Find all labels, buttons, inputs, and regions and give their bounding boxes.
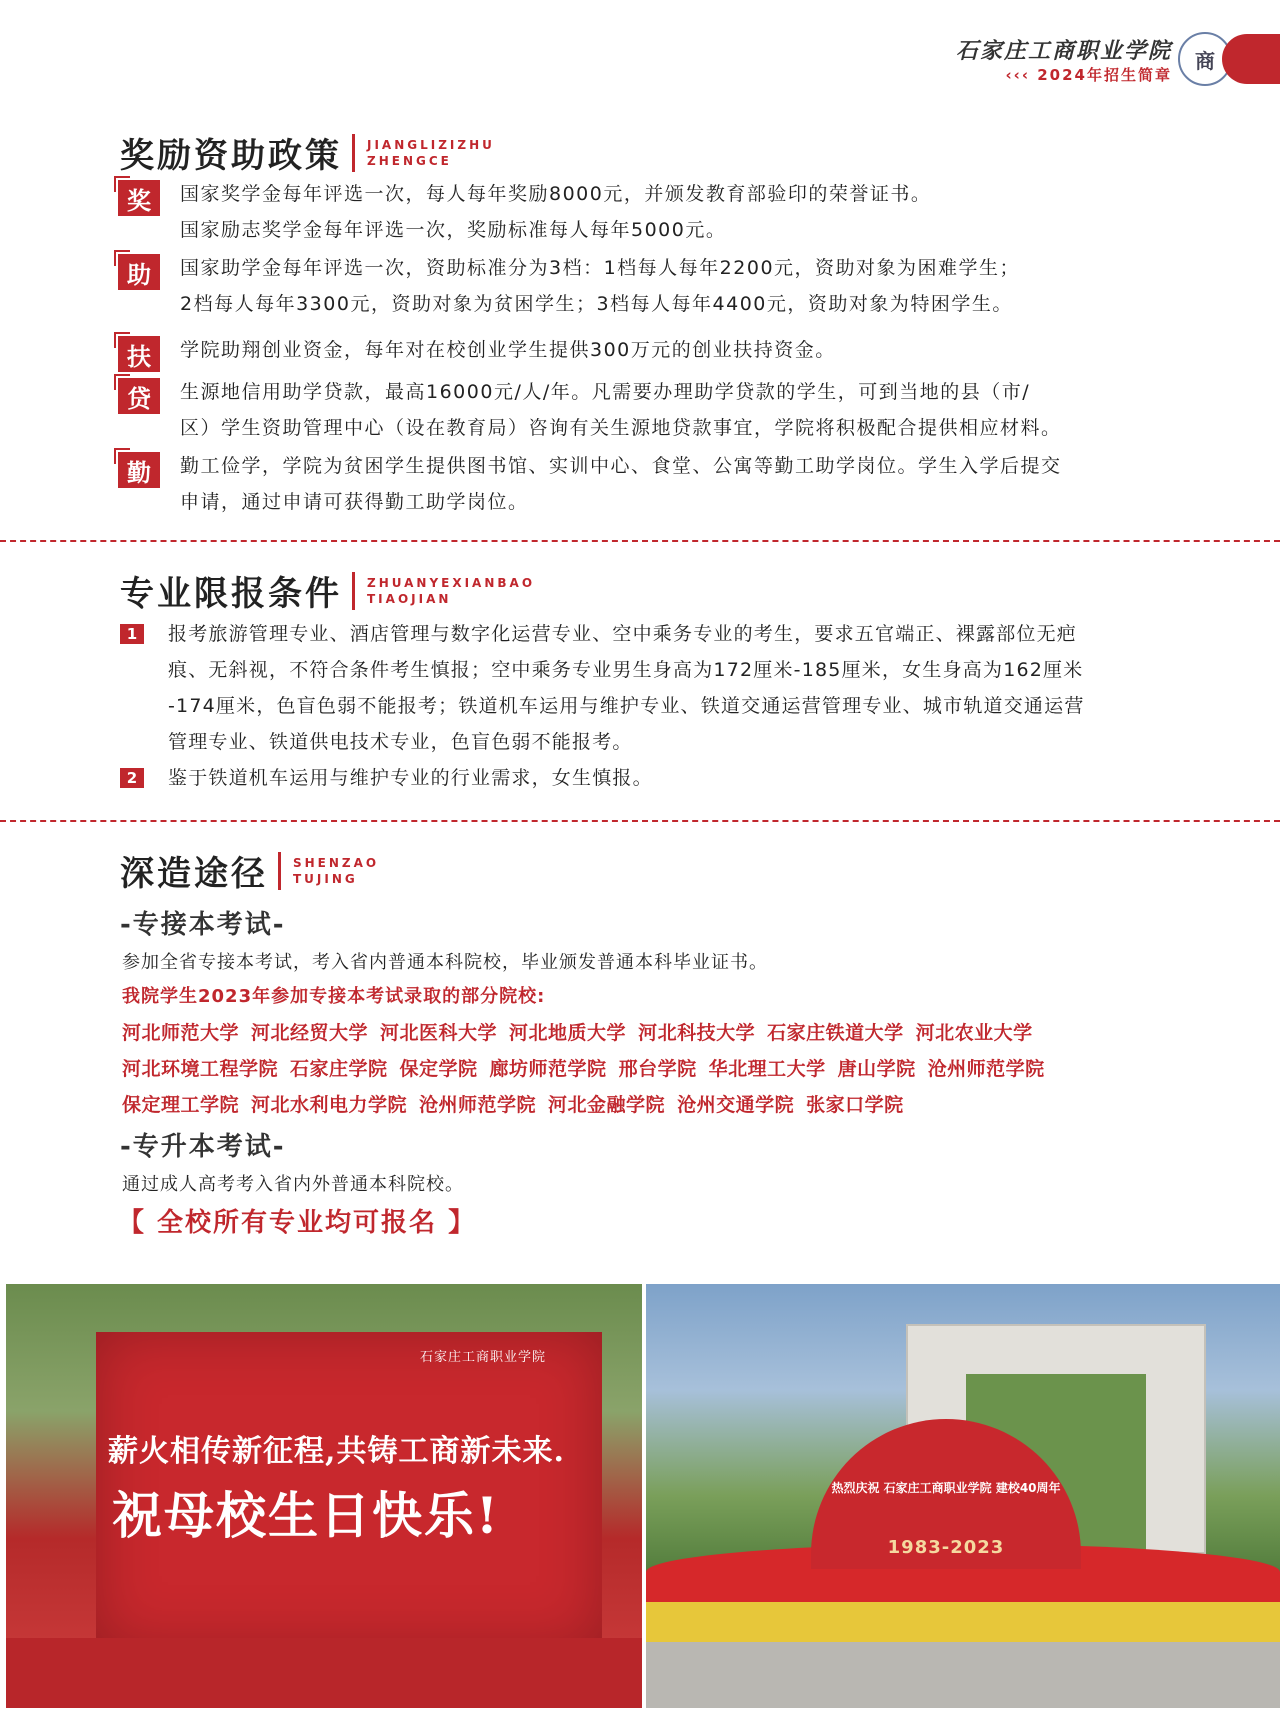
university-name: 河北医科大学	[380, 1022, 498, 1044]
university-row	[122, 1054, 1057, 1081]
zsb-text: 通过成人高考考入省内外普通本科院校。	[122, 1174, 464, 1195]
all-majors-note: 【 全校所有专业均可报名 】	[118, 1208, 477, 1238]
award-item	[118, 250, 1178, 324]
awards-section-title	[120, 128, 495, 177]
award-text: 国家奖学金每年评选一次，每人每年奖励8000元，并颁发教育部验印的荣誉证书。 国家励志奖学金每年评选一次，奖励标准每人每年5000元。	[180, 183, 932, 241]
university-row	[122, 1090, 916, 1117]
award-item	[118, 448, 1178, 522]
university-name: 河北环境工程学院	[122, 1058, 279, 1080]
university-name: 沧州师范学院	[419, 1094, 537, 1116]
red-carpet	[6, 1638, 642, 1708]
university-name: 河北经贸大学	[251, 1022, 369, 1044]
zjb-text: 参加全省专接本考试，考入省内普通本科院校，毕业颁发普通本科毕业证书。	[122, 952, 768, 973]
university-name: 张家口学院	[806, 1094, 904, 1116]
banner-slogan: 薪火相传新征程,共铸工商新未来.	[108, 1434, 565, 1469]
university-name: 河北水利电力学院	[251, 1094, 408, 1116]
university-name: 唐山学院	[837, 1058, 916, 1080]
university-name: 保定理工学院	[122, 1094, 240, 1116]
study-section-title	[120, 846, 379, 895]
page-header	[860, 28, 1280, 88]
condition-number: 2	[120, 768, 144, 788]
award-item	[118, 374, 1178, 448]
award-text: 生源地信用助学贷款，最高16000元/人/年。凡需要办理助学贷款的学生，可到当地的县（市/ 区）学生资助管理中心（设在教育局）咨询有关生源地贷款事宜，学院将积极配合提供相应材料。	[180, 381, 1062, 439]
condition-item	[120, 616, 1140, 766]
study-title-cn: 深造途径	[120, 854, 268, 894]
campus-photo-right	[646, 1284, 1280, 1708]
university-row	[122, 1018, 1045, 1045]
conditions-section-title	[120, 566, 535, 615]
award-text: 国家助学金每年评选一次，资助标准分为3档：1档每人每年2200元，资助对象为困难学生； 2档每人每年3300元，资助对象为贫困学生；3档每人每年4400元，资助对象为特困学生。	[180, 257, 1021, 315]
university-name: 河北师范大学	[122, 1022, 240, 1044]
university-name: 河北科技大学	[638, 1022, 756, 1044]
anniversary-title: 热烈庆祝 石家庄工商职业学院 建校40周年	[831, 1481, 1061, 1495]
awards-title-en: JIANGLIZIZHU ZHENGCE	[367, 137, 495, 168]
award-text: 勤工俭学，学院为贫困学生提供图书馆、实训中心、食堂、公寓等勤工助学岗位。学生入学后提交 申请，通过申请可获得勤工助学岗位。	[180, 455, 1062, 513]
section-divider	[0, 540, 1280, 542]
birthday-banner	[96, 1332, 602, 1648]
campus-road	[646, 1642, 1280, 1708]
header-school-name: 石家庄工商职业学院	[955, 38, 1172, 64]
award-badge: 助	[118, 254, 160, 290]
zjb-note: 我院学生2023年参加专接本考试录取的部分院校:	[122, 986, 546, 1007]
section-divider	[0, 820, 1280, 822]
award-badge: 奖	[118, 180, 160, 216]
anniversary-years: 1983-2023	[887, 1537, 1005, 1558]
university-name: 邢台学院	[618, 1058, 697, 1080]
title-divider	[352, 134, 355, 172]
banner-greeting: 祝母校生日快乐!	[112, 1486, 500, 1545]
study-title-en: SHENZAO TUJING	[293, 855, 380, 886]
award-item	[118, 176, 1178, 250]
university-name: 石家庄学院	[290, 1058, 388, 1080]
awards-title-cn: 奖励资助政策	[120, 136, 342, 176]
header-red-tab	[1222, 34, 1280, 84]
title-divider	[278, 852, 281, 890]
title-divider	[352, 572, 355, 610]
banner-school-name: 石家庄工商职业学院	[419, 1350, 546, 1365]
conditions-title-cn: 专业限报条件	[120, 574, 342, 614]
university-name: 华北理工大学	[708, 1058, 826, 1080]
yellow-flower-bed	[646, 1602, 1280, 1642]
university-name: 河北地质大学	[509, 1022, 627, 1044]
conditions-title-en: ZHUANYEXIANBAO TIAOJIAN	[367, 575, 536, 606]
award-item	[118, 332, 1178, 372]
condition-number: 1	[120, 624, 144, 644]
condition-text: 鉴于铁道机车运用与维护专业的行业需求，女生慎报。	[168, 767, 653, 789]
header-subtitle: ‹‹‹ 2024年招生简章	[1005, 66, 1172, 84]
university-name: 河北金融学院	[548, 1094, 666, 1116]
award-text: 学院助翔创业资金，每年对在校创业学生提供300万元的创业扶持资金。	[180, 339, 836, 361]
campus-photo-left	[6, 1284, 642, 1708]
zsb-heading: -专升本考试-	[120, 1132, 286, 1162]
university-name: 保定学院	[399, 1058, 478, 1080]
condition-text: 报考旅游管理专业、酒店管理与数字化运营专业、空中乘务专业的考生，要求五官端正、裸露部位无疤 痕、无斜视，不符合条件考生慎报；空中乘务专业男生身高为172厘米-185厘米，女生身高为162厘米 -174厘米，色盲色弱不能报考；铁道机车运用与维护专业、铁道交通运营管理专业、城市轨道交通运营 管理专业、铁道供电技术专业，色盲色弱不能报考。	[168, 623, 1085, 753]
university-name: 河北农业大学	[915, 1022, 1033, 1044]
university-name: 廊坊师范学院	[489, 1058, 607, 1080]
condition-item	[120, 760, 1140, 800]
award-badge: 勤	[118, 452, 160, 488]
award-badge: 贷	[118, 378, 160, 414]
university-name: 沧州师范学院	[927, 1058, 1045, 1080]
school-logo-icon: 商	[1178, 32, 1232, 86]
zjb-heading: -专接本考试-	[120, 910, 286, 940]
award-badge: 扶	[118, 336, 160, 372]
university-name: 沧州交通学院	[677, 1094, 795, 1116]
university-name: 石家庄铁道大学	[767, 1022, 904, 1044]
